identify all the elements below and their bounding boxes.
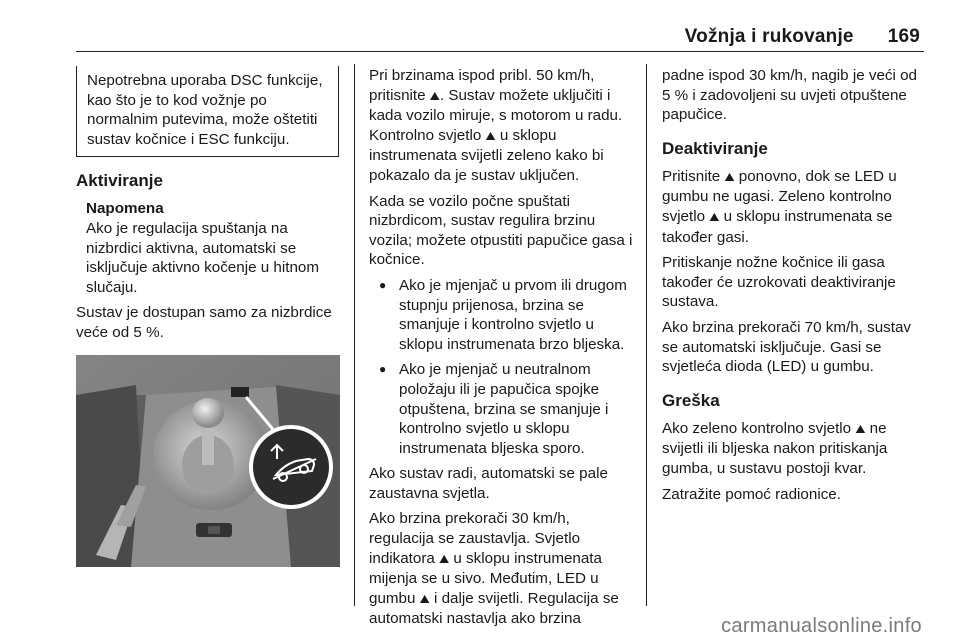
paragraph-pedals: Pritiskanje nožne kočnice ili gasa također će uzrokovati deaktiviranje sustava.	[662, 254, 896, 311]
hill-descent-grey-icon: ⛰	[709, 209, 720, 224]
hill-descent-icon: ⛰	[439, 551, 450, 566]
paragraph-deactivate	[662, 167, 926, 247]
list-item: ● Ako je mjenjač u neutralnom položaju ili je papučica spojke otpuštena, brzina se smanjuje i kontrolno svjetlo u sklopu instrumenata bljeska sporo.	[369, 360, 635, 458]
paragraph-descent: Kada se vozilo počne spuštati nizbrdicom, sustav regulira brzinu vozila; možete otpustiti papučice gasa i kočnice.	[369, 192, 633, 269]
column-divider	[354, 64, 355, 606]
list-item: ● Ako je mjenjač u prvom ili drugom stupnju prijenosa, brzina se smanjuje i kontrolno svjetlo u sklopu instrumenata brzo bljeska.	[369, 276, 635, 354]
note-text: Ako je regulacija spuštanja na nizbrdici aktivna, automatski se isključuje aktivno kočenje u hitnom slučaju.	[86, 219, 319, 296]
right-column	[662, 66, 926, 510]
page-header	[685, 26, 920, 48]
note-title: Napomena	[86, 200, 164, 218]
text-run: u sklopu instrumenata mijenja se u sivo. Međutim, LED u gumbu	[369, 549, 602, 607]
paragraph-fault	[662, 419, 926, 479]
text-run: u sklopu instrumenata svijetli zeleno kako bi pokazalo da je sustav uključen.	[369, 126, 604, 184]
paragraph-speed-70: Ako brzina prekorači 70 km/h, sustav se automatski isključuje. Gasi se svjetleća dioda (LED) u gumbu.	[662, 318, 912, 376]
watermark: carmanualsonline.info	[721, 615, 922, 637]
heading-greska: Greška	[662, 390, 720, 410]
text-run: Ako zeleno kontrolno svjetlo	[662, 419, 856, 437]
text-run: Ako brzina prekorači 30 km/h, regulacija se zaustavlja. Svjetlo indikatora	[369, 510, 581, 567]
hill-descent-icon: ⛰	[485, 128, 496, 143]
middle-column	[369, 66, 635, 635]
warning-text: Nepotrebna uporaba DSC funkcije, kao što je to kod vožnje po normalnim putevima, može oštetiti sustav kočnice i ESC funkciju.	[87, 72, 323, 148]
hill-descent-icon: ⛰	[429, 88, 440, 103]
column-divider	[646, 64, 647, 606]
text-run: . Sustav možete uključiti i kada vozilo miruje, s motorom u radu. Kontrolno svjetlo	[369, 86, 623, 144]
note-block	[76, 199, 339, 297]
hill-descent-icon: ⛰	[419, 591, 430, 606]
paragraph-activation	[369, 66, 635, 186]
paragraph-workshop: Zatražite pomoć radionice.	[662, 485, 841, 503]
heading-deaktiviranje: Deaktiviranje	[662, 138, 768, 158]
text-run: Pritisnite	[662, 167, 725, 185]
hill-descent-icon: ⛰	[724, 169, 735, 184]
text-run: ne svijetli ili bljeska nakon pritiskanja gumba, u sustavu postoji kvar.	[662, 419, 888, 477]
section-title: Vožnja i rukovanje	[684, 26, 854, 47]
hill-descent-icon: ⛰	[855, 421, 866, 436]
warning-box	[76, 66, 339, 157]
text-run: i dalje svijetli. Regulacija se automatski nastavlja ako brzina	[369, 589, 619, 628]
text-run: u sklopu instrumenata se također gasi.	[662, 207, 893, 246]
page-number: 169	[887, 26, 920, 47]
left-column	[76, 66, 339, 567]
bullet-list	[369, 276, 635, 458]
heading-aktiviranje: Aktiviranje	[76, 171, 163, 191]
console-photo	[76, 355, 340, 567]
availability-paragraph: Sustav je dostupan samo za nizbrdice veće od 5 %.	[76, 304, 332, 341]
paragraph-speed-30	[369, 509, 635, 629]
paragraph-continue: padne ispod 30 km/h, nagib je veći od 5 % i zadovoljeni su uvjeti otpuštene papučice.	[662, 67, 917, 124]
header-rule	[76, 51, 924, 52]
paragraph-brake-lights: Ako sustav radi, automatski se pale zaustavna svjetla.	[369, 465, 608, 502]
text-run: ponovno, dok se LED u gumbu ne ugasi. Zeleno kontrolno svjetlo	[662, 167, 897, 225]
text-run: Pri brzinama ispod pribl. 50 km/h, pritisnite	[369, 67, 595, 104]
